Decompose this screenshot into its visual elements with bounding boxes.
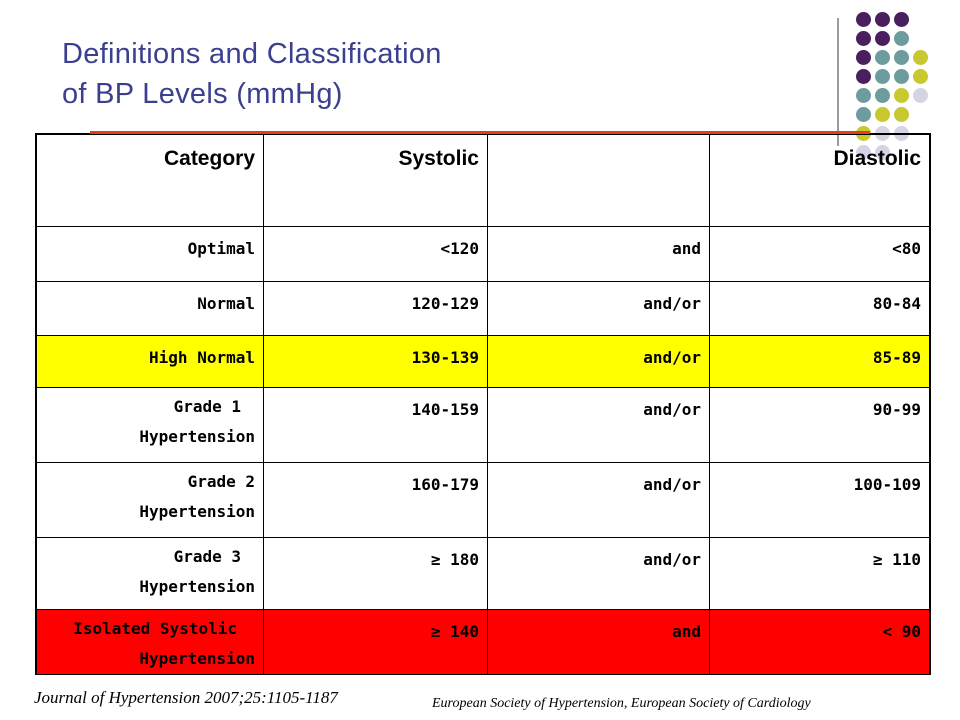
decorative-dot: [894, 50, 909, 65]
decorative-dot: [856, 88, 871, 103]
decorative-dot: [875, 69, 890, 84]
category-line-1: Grade 1: [173, 397, 241, 416]
diastolic-cell: 85-89: [709, 336, 929, 388]
decorative-dot: [894, 107, 909, 122]
category-line-2: Hypertension: [139, 577, 255, 596]
join-cell: and/or: [487, 388, 709, 463]
title-line-2: of BP Levels (mmHg): [62, 78, 343, 110]
decorative-dot: [894, 88, 909, 103]
join-cell: and: [487, 610, 709, 674]
decorative-dot: [856, 69, 871, 84]
diastolic-cell: < 90: [709, 610, 929, 674]
systolic-cell: 160-179: [263, 463, 487, 538]
systolic-cell: <120: [263, 227, 487, 282]
join-cell: and/or: [487, 538, 709, 610]
category-line-1: Grade 2: [187, 472, 255, 491]
table-row-high-normal: [37, 335, 929, 388]
decorative-horizontal-rule: [90, 131, 870, 134]
decorative-dot: [913, 50, 928, 65]
category-line-2: Hypertension: [139, 502, 255, 521]
decorative-vertical-rule: [837, 18, 839, 146]
category-cell: Optimal: [187, 239, 255, 258]
join-cell: and/or: [487, 336, 709, 388]
decorative-dot: [856, 107, 871, 122]
header-systolic: Systolic: [263, 135, 487, 226]
table-row-isolated-systolic: [37, 609, 929, 674]
decorative-dot: [875, 12, 890, 27]
citation-societies: European Society of Hypertension, European Society of Cardiology: [432, 696, 811, 711]
category-cell: High Normal: [149, 348, 255, 367]
decorative-dot: [875, 88, 890, 103]
title-line-1: Definitions and Classification: [62, 38, 442, 70]
decorative-dot: [894, 31, 909, 46]
decorative-dot: [856, 31, 871, 46]
diastolic-cell: 100-109: [709, 463, 929, 538]
table-row-grade-1: [37, 387, 929, 463]
header-diastolic: Diastolic: [709, 135, 929, 226]
decorative-dot: [875, 31, 890, 46]
join-cell: and/or: [487, 282, 709, 336]
table-row-grade-3: [37, 537, 929, 610]
diastolic-cell: 90-99: [709, 388, 929, 463]
table-row-normal: [37, 281, 929, 336]
systolic-cell: ≥ 180: [263, 538, 487, 610]
slide-title: [62, 34, 442, 114]
category-line-1: Isolated Systolic: [73, 619, 237, 638]
bp-classification-table: [35, 133, 931, 675]
category-cell: [37, 463, 263, 538]
decorative-dot: [875, 50, 890, 65]
decorative-dot: [856, 12, 871, 27]
table-header-row: [37, 135, 929, 226]
diastolic-cell: <80: [709, 227, 929, 282]
decorative-dot: [913, 69, 928, 84]
citation-journal: Journal of Hypertension 2007;25:1105-1187: [34, 688, 338, 707]
systolic-cell: 120-129: [263, 282, 487, 336]
table-row-optimal: [37, 226, 929, 282]
decorative-dot: [894, 12, 909, 27]
systolic-cell: ≥ 140: [263, 610, 487, 674]
category-cell: [37, 388, 263, 463]
category-line-2: Hypertension: [139, 427, 255, 446]
decorative-dot: [875, 107, 890, 122]
category-line-2: Hypertension: [139, 649, 255, 668]
diastolic-cell: 80-84: [709, 282, 929, 336]
category-cell: [37, 538, 263, 610]
diastolic-cell: ≥ 110: [709, 538, 929, 610]
category-line-1: Grade 3: [173, 547, 241, 566]
systolic-cell: 140-159: [263, 388, 487, 463]
category-cell: [37, 610, 263, 674]
table-row-grade-2: [37, 462, 929, 538]
decorative-dot: [894, 69, 909, 84]
header-join: [487, 135, 709, 226]
decorative-dot: [856, 50, 871, 65]
join-cell: and/or: [487, 463, 709, 538]
decorative-dot: [913, 88, 928, 103]
category-cell: Normal: [197, 294, 255, 313]
join-cell: and: [487, 227, 709, 282]
systolic-cell: 130-139: [263, 336, 487, 388]
header-category: Category: [163, 147, 255, 170]
